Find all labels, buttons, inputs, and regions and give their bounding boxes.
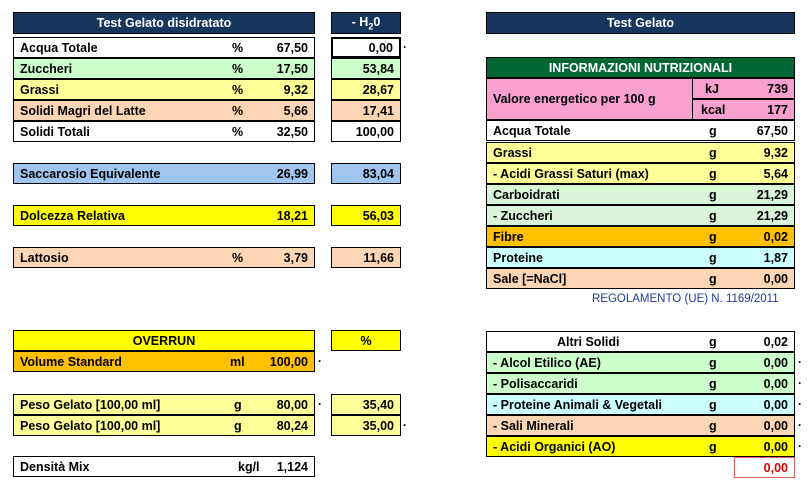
- altri-row-acidi: [486, 436, 795, 457]
- row-unit: g: [709, 397, 717, 412]
- row-unit: g: [709, 145, 717, 160]
- h2o-value: 53,84: [362, 61, 394, 76]
- row-peso-1: [13, 394, 315, 415]
- row-label: - Acidi Grassi Saturi (max): [493, 166, 649, 181]
- row-label: Saccarosio Equivalente: [20, 166, 161, 181]
- row-value: 1,124: [276, 459, 308, 474]
- row-label: Dolcezza Relativa: [20, 208, 125, 223]
- altri-row-proteine: [486, 394, 795, 415]
- row-label: Fibre: [493, 229, 524, 244]
- energy-label-cell: [486, 78, 693, 120]
- row-unit: g: [709, 208, 717, 223]
- row-unit: g: [234, 418, 242, 433]
- nutri-row-carboidrati: [486, 184, 795, 205]
- row-label: Grassi: [493, 145, 532, 160]
- marker-dot: ·: [403, 40, 407, 54]
- row-label: Solidi Magri del Latte: [20, 103, 146, 118]
- row-lattosio: [13, 247, 315, 268]
- row-value: 80,24: [276, 418, 308, 433]
- h2o-zuccheri-cell: [331, 58, 401, 79]
- altri-row-alcol: [486, 352, 795, 373]
- overrun-title: [13, 330, 315, 351]
- row-unit: g: [709, 418, 717, 433]
- right-title-text: Test Gelato: [606, 16, 675, 30]
- row-unit: ml: [230, 354, 245, 369]
- row-value: 67,50: [276, 40, 308, 55]
- h2o-value: 17,41: [362, 103, 394, 118]
- h2o-value: 83,04: [362, 166, 394, 181]
- row-label: - Sali Minerali: [493, 418, 574, 433]
- row-saccarosio: [13, 163, 315, 184]
- nutri-row-acqua: [486, 120, 795, 141]
- right-title: [486, 12, 795, 34]
- overrun-pct-cell: [331, 330, 401, 351]
- row-unit: g: [709, 187, 717, 202]
- row-value: 67,50: [756, 123, 788, 138]
- row-unit: g: [709, 123, 717, 138]
- row-value: 9,32: [763, 145, 788, 160]
- h2o-peso-2-cell: [331, 415, 401, 436]
- altri-title-row: [486, 331, 795, 352]
- row-acqua: [13, 37, 315, 58]
- h2o-value: 100,00: [355, 124, 394, 139]
- nutri-row-sale: [486, 268, 795, 289]
- info-title-text: INFORMAZIONI NUTRIZIONALI: [548, 60, 733, 75]
- row-unit: g: [709, 166, 717, 181]
- h2o-value: 56,03: [362, 208, 394, 223]
- row-zuccheri: [13, 58, 315, 79]
- row-label: Acqua Totale: [20, 40, 98, 55]
- row-label: - Proteine Animali & Vegetali: [493, 397, 663, 412]
- altri-total-value: 0,00: [763, 460, 788, 475]
- overrun-title-text: OVERRUN: [132, 333, 196, 348]
- row-unit: g: [709, 250, 717, 265]
- row-label: Carboidrati: [493, 187, 560, 202]
- row-label: Proteine: [493, 250, 544, 265]
- h2o-value: 0,00: [368, 40, 393, 55]
- altri-value: 0,02: [763, 334, 788, 349]
- h2o-solidi-magri-cell: [331, 100, 401, 121]
- marker-dot: ·: [798, 439, 802, 453]
- row-unit: %: [232, 40, 244, 55]
- row-label: Peso Gelato [100,00 ml]: [20, 418, 161, 433]
- row-value: 3,79: [283, 250, 308, 265]
- marker-dot: ·: [798, 397, 802, 411]
- row-value: 0,00: [763, 418, 788, 433]
- row-unit: g: [709, 229, 717, 244]
- row-unit: g: [709, 439, 717, 454]
- row-unit: %: [232, 103, 244, 118]
- row-value: 0,00: [763, 376, 788, 391]
- altri-unit: g: [709, 334, 717, 349]
- row-value: 17,50: [276, 61, 308, 76]
- altri-row-sali: [486, 415, 795, 436]
- left-title-text: Test Gelato disidratato: [96, 16, 232, 30]
- row-label: Grassi: [20, 82, 59, 97]
- row-value: 1,87: [763, 250, 788, 265]
- nutri-row-proteine: [486, 247, 795, 268]
- h2o-lattosio-cell: [331, 247, 401, 268]
- h2o-value: 11,66: [363, 250, 394, 265]
- row-unit: g: [709, 271, 717, 286]
- row-densita: [13, 456, 315, 477]
- row-label: - Zuccheri: [493, 208, 553, 223]
- regulation-note: REGOLAMENTO (UE) N. 1169/2011: [592, 293, 779, 305]
- nutri-row-zuccheri: [486, 205, 795, 226]
- row-value: 9,32: [283, 82, 308, 97]
- row-value: 0,00: [763, 355, 788, 370]
- row-peso-2: [13, 415, 315, 436]
- h2o-grassi-cell: [331, 79, 401, 100]
- row-label: - Acidi Organici (AO): [493, 439, 616, 454]
- marker-dot: ·: [798, 355, 802, 369]
- h2o-value: 35,00: [362, 418, 394, 433]
- row-label: Volume Standard: [20, 354, 122, 369]
- marker-dot: ·: [318, 354, 322, 368]
- row-value: 0,02: [763, 229, 788, 244]
- energy-kj-cell: [692, 78, 795, 99]
- overrun-pct: %: [360, 333, 372, 348]
- altri-row-polisaccaridi: [486, 373, 795, 394]
- row-value: 0,00: [763, 439, 788, 454]
- h2o-dolcezza-cell: [331, 205, 401, 226]
- energy-value-kj: 739: [767, 81, 788, 96]
- row-solidi-totali: [13, 121, 315, 142]
- marker-dot: ·: [318, 397, 322, 411]
- row-label: Peso Gelato [100,00 ml]: [20, 397, 161, 412]
- left-title: [13, 12, 315, 34]
- row-value: 21,29: [756, 208, 788, 223]
- row-label: Zuccheri: [20, 61, 73, 76]
- row-label: Lattosio: [20, 250, 69, 265]
- energy-value-kcal: 177: [767, 102, 788, 117]
- h2o-title: [331, 12, 401, 34]
- row-unit: %: [232, 82, 244, 97]
- h2o-acqua-cell[interactable]: [331, 37, 401, 58]
- nutri-row-saturi: [486, 163, 795, 184]
- row-value: 80,00: [276, 397, 308, 412]
- row-value: 0,00: [763, 397, 788, 412]
- nutri-row-fibre: [486, 226, 795, 247]
- h2o-value: 28,67: [362, 82, 394, 97]
- row-unit: %: [232, 124, 244, 139]
- energy-kcal-cell: [692, 99, 795, 120]
- row-label: Solidi Totali: [20, 124, 90, 139]
- row-label: - Polisaccaridi: [493, 376, 578, 391]
- row-label: Sale [=NaCl]: [493, 271, 567, 286]
- marker-dot: ·: [798, 418, 802, 432]
- row-unit: g: [234, 397, 242, 412]
- h2o-value: 35,40: [362, 397, 394, 412]
- row-value: 32,50: [276, 124, 308, 139]
- row-value: 100,00: [269, 354, 308, 369]
- row-value: 18,21: [276, 208, 308, 223]
- h2o-saccarosio-cell: [331, 163, 401, 184]
- row-unit: %: [232, 250, 244, 265]
- energy-label: Valore energetico per 100 g: [493, 92, 656, 106]
- row-value: 21,29: [756, 187, 788, 202]
- row-label: Acqua Totale: [493, 123, 571, 138]
- row-label: Densità Mix: [20, 459, 90, 474]
- row-value: 5,64: [763, 166, 788, 181]
- altri-total-cell: [734, 457, 795, 478]
- row-unit: g: [709, 376, 717, 391]
- row-label: - Alcol Etilico (AE): [493, 355, 601, 370]
- row-value: 0,00: [763, 271, 788, 286]
- nutri-row-grassi: [486, 142, 795, 163]
- row-dolcezza: [13, 205, 315, 226]
- h2o-solidi-totali-cell: [331, 121, 401, 142]
- marker-dot: ·: [798, 376, 802, 390]
- row-value: 5,66: [283, 103, 308, 118]
- row-grassi: [13, 79, 315, 100]
- h2o-title-text: - $H_20$: [351, 14, 381, 32]
- altri-title: Altri Solidi: [557, 334, 620, 349]
- row-value: 26,99: [276, 166, 308, 181]
- h2o-peso-1-cell: [331, 394, 401, 415]
- row-unit: kg/l: [238, 459, 260, 474]
- energy-unit-kj: kJ: [705, 81, 719, 96]
- marker-dot: ·: [403, 418, 407, 432]
- row-unit: %: [232, 61, 244, 76]
- row-volume-standard: [13, 351, 315, 372]
- row-unit: g: [709, 355, 717, 370]
- info-title: [486, 57, 795, 78]
- row-solidi-magri: [13, 100, 315, 121]
- energy-unit-kcal: kcal: [701, 102, 726, 117]
